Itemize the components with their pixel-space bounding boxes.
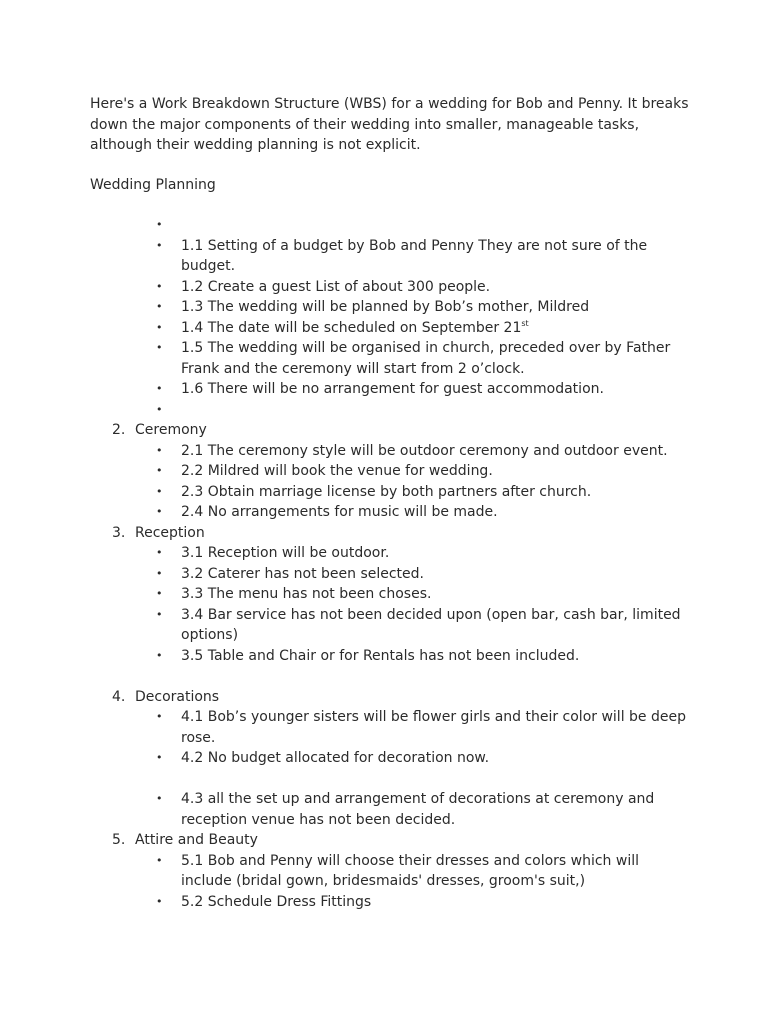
- section-number: 2.: [112, 422, 126, 438]
- list-item: • 4.3 all the set up and arrangement of decorations at ceremony and reception venue has not been decided.: [90, 789, 690, 830]
- decorations-list: [90, 707, 690, 830]
- list-item: • 2.2 Mildred will book the venue for wedding.: [90, 461, 690, 482]
- list-item: • 4.2 No budget allocated for decoration now.: [90, 748, 690, 769]
- section-title: Reception: [135, 524, 205, 541]
- section-number: 3.: [112, 524, 126, 541]
- section-title: Decorations: [135, 688, 220, 705]
- section-heading: [90, 420, 690, 441]
- section-title: Ceremony: [135, 422, 207, 438]
- list-item: • 1.1 Setting of a budget by Bob and Penny They are not sure of the budget.: [90, 236, 690, 277]
- list-item: • 1.6 There will be no arrangement for guest accommodation.: [90, 379, 690, 400]
- intro-paragraph: Here's a Work Breakdown Structure (WBS) for a wedding for Bob and Penny. It breaks down the major components of their wedding into smaller, manageable tasks, although their wedding planning is not explicit.: [90, 96, 689, 153]
- list-item: [90, 318, 690, 339]
- list-item: • 1.3 The wedding will be planned by Bob’s mother, Mildred: [90, 297, 690, 318]
- list-item: • 2.4 No arrangements for music will be made.: [90, 502, 690, 523]
- list-item: • 2.3 Obtain marriage license by both partners after church.: [90, 482, 690, 503]
- ceremony-list: [90, 441, 690, 523]
- attire-list: [90, 851, 690, 913]
- date-suffix: st: [521, 318, 529, 328]
- planning-list: [90, 215, 690, 420]
- section-heading: [90, 523, 690, 544]
- section-number: 4.: [112, 688, 126, 705]
- list-item: • 2.1 The ceremony style will be outdoor ceremony and outdoor event.: [90, 441, 690, 462]
- reception-list: [90, 543, 690, 666]
- list-item: [90, 400, 690, 421]
- document-title: Wedding Planning: [90, 176, 216, 193]
- section-heading: [90, 687, 690, 708]
- list-item: • 3.2 Caterer has not been selected.: [90, 564, 690, 585]
- list-item-text: 1.4 The date will be scheduled on September 21: [181, 319, 522, 336]
- list-item: • 3.1 Reception will be outdoor.: [90, 543, 690, 564]
- list-item: • 1.5 The wedding will be organised in church, preceded over by Father Frank and the ceremony will start from 2 o’clock.: [90, 338, 690, 379]
- list-item: • 3.5 Table and Chair or for Rentals has not been included.: [90, 646, 690, 667]
- list-item: • 3.4 Bar service has not been decided upon (open bar, cash bar, limited options): [90, 605, 690, 646]
- section-number: 5.: [112, 832, 126, 848]
- section-heading: [90, 830, 690, 851]
- list-item: • 4.1 Bob’s younger sisters will be flower girls and their color will be deep rose.: [90, 707, 690, 748]
- list-item: • 5.1 Bob and Penny will choose their dresses and colors which will include (bridal gown, bridesmaids' dresses, groom's suit,): [90, 851, 690, 892]
- list-item: • 3.3 The menu has not been choses.: [90, 584, 690, 605]
- document-page: [90, 94, 690, 912]
- list-item: • 1.2 Create a guest List of about 300 people.: [90, 277, 690, 298]
- section-title: Attire and Beauty: [135, 832, 258, 848]
- list-item: • 5.2 Schedule Dress Fittings: [90, 892, 690, 913]
- list-item: [90, 215, 690, 236]
